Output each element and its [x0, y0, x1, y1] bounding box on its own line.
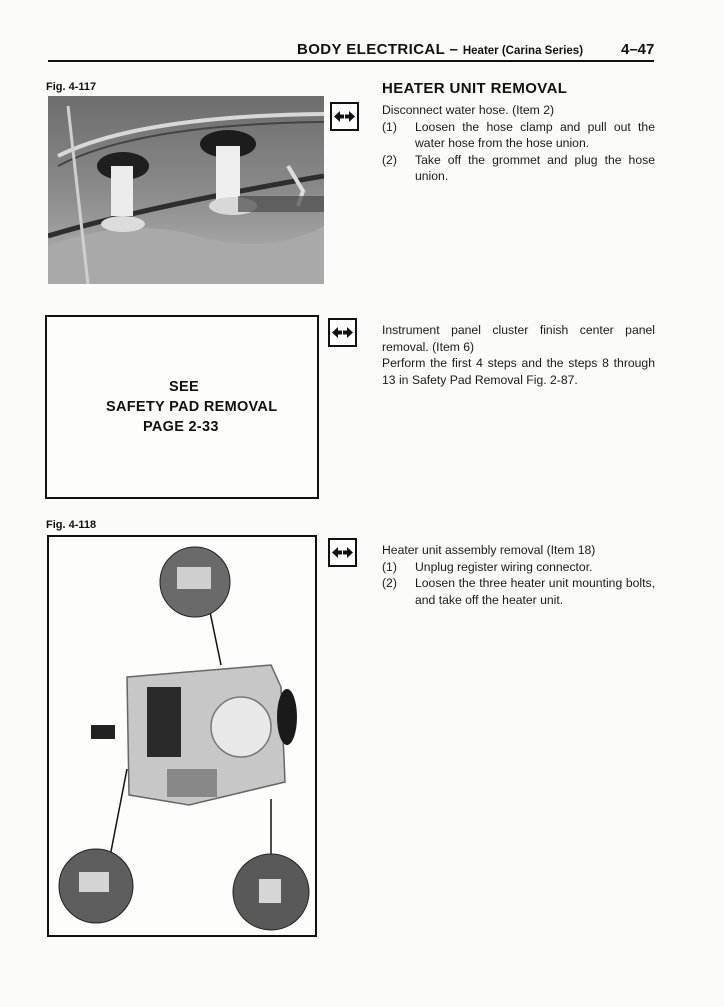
reference-page: PAGE 2-33	[143, 419, 219, 435]
reference-see: SEE	[169, 379, 199, 395]
running-header	[297, 41, 583, 58]
header-title: BODY ELECTRICAL	[297, 41, 445, 58]
header-subtitle: Heater (Carina Series)	[462, 45, 584, 57]
panel-removal-note: Perform the first 4 steps and the steps 8 through 13 in Safety Pad Removal Fig. 2-87.	[382, 356, 655, 387]
heater-unit-removal-instructions	[382, 542, 655, 608]
hose-connection-photo	[48, 96, 324, 284]
instruction-step	[382, 152, 655, 185]
header-rule	[48, 60, 654, 62]
panel-removal-step: Instrument panel cluster finish center panel removal. (Item 6)	[382, 323, 655, 354]
double-arrow-icon	[332, 327, 353, 338]
instruction-intro: Heater unit assembly removal (Item 18)	[382, 543, 596, 557]
figure-label: Fig. 4-117	[46, 81, 97, 93]
double-arrow-icon	[332, 547, 353, 558]
figure-label: Fig. 4-118	[46, 519, 97, 531]
removal-arrow-icon	[328, 318, 357, 347]
hose-removal-instructions	[382, 102, 655, 185]
instruction-intro: Disconnect water hose. (Item 2)	[382, 103, 555, 117]
step-text: Loosen the three heater unit mounting bolts, and take off the heater unit.	[415, 576, 655, 607]
step-text: Take off the grommet and plug the hose union.	[415, 152, 655, 184]
heater-unit-photo	[47, 535, 317, 937]
step-text: Loosen the hose clamp and pull out the water hose from the hose union.	[415, 119, 655, 151]
instruction-step	[382, 559, 655, 576]
page-number: 4–47	[621, 41, 655, 58]
removal-arrow-icon	[330, 102, 359, 131]
reference-title: SAFETY PAD REMOVAL	[106, 399, 278, 415]
section-title: HEATER UNIT REMOVAL	[382, 80, 568, 97]
step-text: Unplug register wiring connector.	[415, 559, 593, 574]
step-number: (1)	[382, 119, 397, 134]
header-dash: –	[444, 41, 463, 58]
panel-removal-instructions	[382, 322, 655, 388]
instruction-step	[382, 575, 655, 608]
removal-arrow-icon	[328, 538, 357, 567]
instruction-step	[382, 119, 655, 152]
double-arrow-icon	[334, 111, 355, 122]
step-number: (2)	[382, 576, 397, 591]
reference-box	[45, 315, 319, 499]
step-number: (2)	[382, 152, 397, 167]
step-number: (1)	[382, 559, 397, 574]
